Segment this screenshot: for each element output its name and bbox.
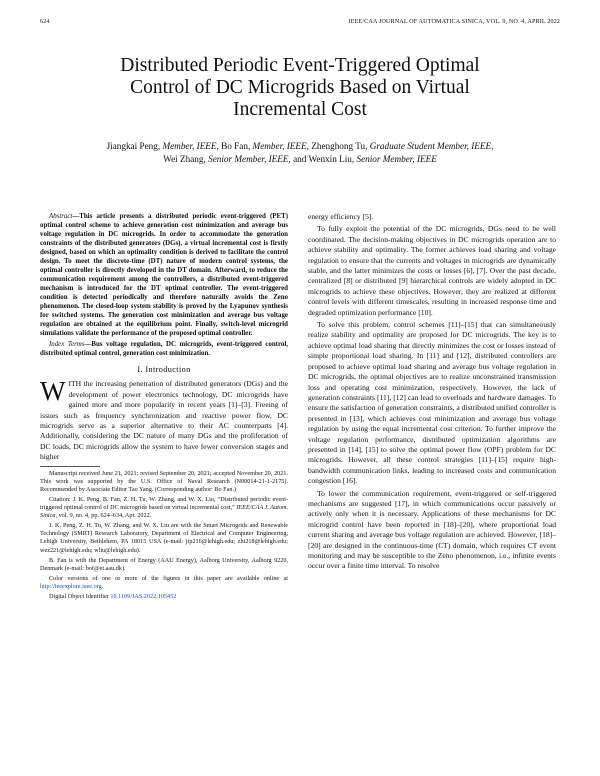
title-line-3: Incremental Cost [233, 99, 367, 120]
author-role: Member, IEEE [160, 141, 217, 151]
page-number: 624 [40, 18, 50, 25]
right-column [308, 212, 556, 574]
introduction-paragraph [40, 376, 288, 462]
footnote-divider [40, 466, 100, 467]
intro-text: ITH the increasing penetration of distributed generators (DGs) and the development of power electronics technology, DC microgrids have gained more and more popularity in recent years [1]–[3]. Freeing of issues such as frequency synchronization and reactive power flow, DC microgrids serve as a superior alternative to their AC counterparts [4]. Additionally, considering the DC nature of many DGs and the proliferation of DC loads, DC microgrids allow the system to have fewer conversion stages and higher [40, 379, 288, 462]
title-line-2: Control of DC Microgrids Based on Virtual [130, 77, 470, 98]
author-name: , and Wenxin Liu, [288, 153, 355, 164]
section-heading-introduction: I. Introduction [137, 365, 191, 374]
footnote-citation: Citation: J. K. Peng, B. Fan, Z. H. Tu, W. Zhang, and W. X. Liu, “Distributed periodic event-triggered optimal control of DC microgrids based on virtual incremental cost,” IEEE/CAA J. Autom. Sinica, vol. 9, no. 4, pp. 624–634, Apr. 2022. [40, 495, 289, 520]
author-name: , Bo Fan, [216, 141, 251, 151]
index-terms-label: Index Terms [49, 341, 85, 348]
author-role: Graduate Student Member, IEEE [367, 141, 492, 151]
left-column [40, 212, 288, 603]
author-name: Wei Zhang, [163, 153, 206, 164]
footnote-affiliation-2: B. Fan is with the Department of Energy (AAU Energy), Aalborg University, Aalborg 9220, Denmark (e-mail: bof@et.aau.dk). [40, 556, 288, 572]
index-terms-text: —Bus voltage regulation, DC microgrids, event-triggered control, distributed optimal control, generation cost minimization. [40, 341, 288, 357]
journal-header: IEEE/CAA JOURNAL OF AUTOMATICA SINICA, VOL. 9, NO. 4, APRIL 2022 [348, 18, 560, 25]
abstract-label: Abstract [49, 213, 73, 220]
index-terms [40, 340, 288, 358]
abstract-text: —This article presents a distributed periodic event-triggered (PET) optimal control scheme to achieve generation cost minimization and average bus voltage regulation in DC microgrids. In order to accommodate the generation constraints of the distributed generators (DGs), a virtual incremental cost is firstly designed, based on which an optimality condition is derived to facilitate the control design. To meet the discrete-time (DT) nature of modern control systems, the optimal controller is directly developed in the DT domain. Afterward, to reduce the communication requirement among the controllers, a distributed event-triggered mechanism is introduced for the DT optimal controller. The event-triggered condition is detected periodically and therefore naturally avoids the Zeno phenomenon. The closed-loop system stability is proved by the Lyapunov synthesis for switched systems. The generation cost minimization and average bus voltage regulation are obtained at the equilibrium point. Finally, switch-level microgrid simulations validate the performance of the proposed optimal controller. [40, 213, 288, 337]
drop-cap: W [40, 376, 66, 407]
body-paragraph: energy efficiency [5]. [308, 212, 374, 221]
footnotes [40, 466, 288, 601]
author-role: Senior Member, IEEE [354, 153, 437, 164]
author-name: , Zhenghong Tu, [306, 141, 368, 151]
abstract [40, 212, 288, 338]
author-line-1 [40, 140, 560, 153]
doi-link[interactable]: 10.1109/JAS.2022.105452 [110, 592, 177, 600]
footnote-doi: Digital Object Identifier 10.1109/JAS.2022.105452 [49, 592, 177, 600]
ieeexplore-link[interactable]: http://ieeexplore.ieee.org [40, 582, 102, 590]
paper-title [40, 55, 560, 121]
author-role: Senior Member, IEEE [205, 153, 289, 164]
author-sep: , [491, 141, 494, 151]
author-list [40, 140, 560, 165]
author-role: Member, IEEE [250, 141, 307, 151]
body-paragraph: To solve this problem, control schemes [11]–[15] that can simultaneously realize stability and optimality are proposed for DC microgrids. The key is to achieve optimal load sharing that directly minimizes the cost or losses instead of simple proportional load sharing. In [11] and [12], distributed controllers are proposed to achieve optimal load sharing and average bus voltage regulation in DC microgrids, the optimal objectives are to realize unconstrained transmission loss and operating cost minimization, respectively. However, the lack of generation constraints [11], [12] can lead to overloads and hardware damages. To ensure the satisfaction of generation constraints, a distributed unified controller is presented in [13], which achieves cost minimization and average bus voltage regulation by using the equal incremental cost criterion. To further improve the voltage regulation performance, distributed optimization algorithms are presented in [14], [15] to solve the optimal power flow (OPF) problem for DC microgrids. However, all these control strategies [11]–[15] require high-bandwidth communication links, leading to increased costs and communication congestion [16]. [308, 320, 556, 486]
footnote-affiliation-1: J. K. Peng, Z. H. Tu, W. Zhang, and W. X. Liu are with the Smart Microgrids and Renewable Technology (SMRT) Research Laboratory, Department of Electrical and Computer Engineering, Lehigh University, Bethlehem, PA 18015 USA (e-mail: jip216@lehigh.edu; zht218@lehigh.edu; wez221@lehigh.edu; wliu@lehigh.edu). [40, 522, 288, 554]
title-line-1: Distributed Periodic Event-Triggered Optimal [120, 55, 480, 76]
author-line-2 [40, 153, 560, 166]
body-paragraph: To lower the communication requirement, event-triggered or self-triggered mechanisms are suggested [17], in which communications occur passively or actively only when it is necessary. Applications of these mechanisms for DC microgrid control have been reported in [18]–[20], where proportional load current sharing and average bus voltage regulation are achieved. However, [18]–[20] are designed in the continuous-time (CT) domain, which requires CT event monitoring and may be susceptible to the Zeno phenomenon, i.e., infinite events occur over a finite time interval. To resolve [308, 488, 556, 571]
running-header [40, 18, 560, 30]
footnote-manuscript: Manuscript received June 21, 2021; revised September 20, 2021; accepted November 20, 2021. This work was supported by the U.S. Office of Naval Research (N00014-21-1-2175). Recommended by Associate Editor Tao Yang. (Corresponding author: Bo Fan.) [40, 469, 288, 493]
footnote-color: Color versions of one or more of the figures in this paper are available online at http://ieeexplore.ieee.org. [40, 574, 288, 590]
author-name: Jiangkai Peng, [106, 141, 161, 151]
body-paragraph: To fully exploit the potential of the DC microgrids, DGs need to be well coordinated. The decision-making objectives in DC microgrids operation are to achieve stability and optimality. The former achieves load sharing and voltage regulation to ensure that the currents and voltages in microgrids are dynamically stable, and the latter minimizes the costs or losses [6], [7]. Over the past decade, centralized [8] or distributed [9] hierarchical controls are widely adopted in DC microgrids to achieve these objectives. However, they are realized at different control levels with different timescales, resulting in increased response time and degraded optimization performance [10]. [308, 224, 556, 317]
